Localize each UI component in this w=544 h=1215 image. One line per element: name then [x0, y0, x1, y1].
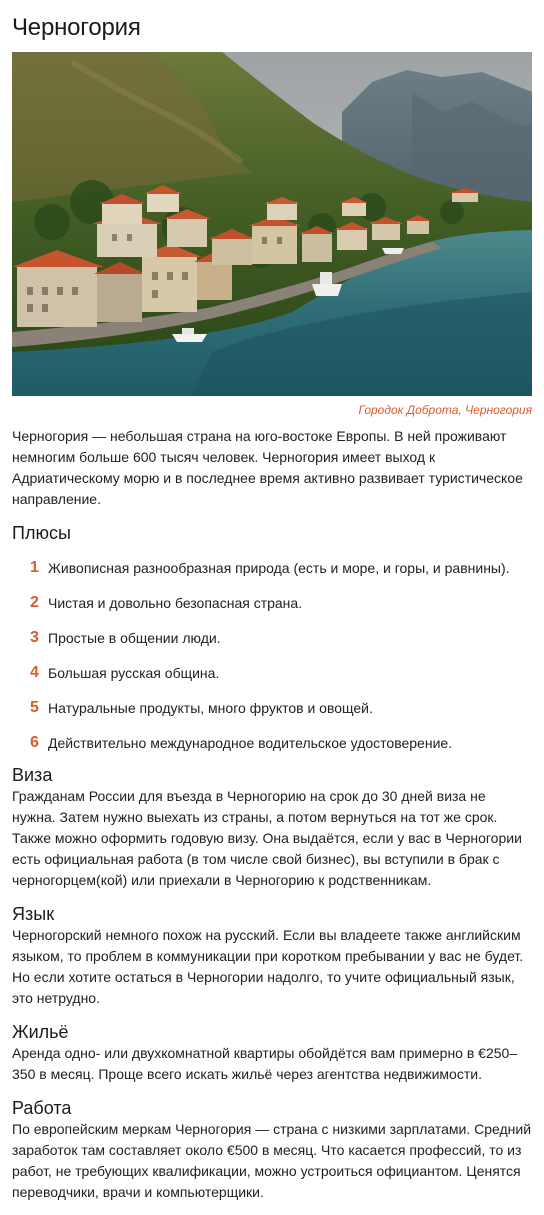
list-text: Действительно международное водительское удостоверение. [48, 734, 453, 751]
list-text: Живописная разнообразная природа (есть и море, и горы, и равнины). [48, 559, 510, 576]
list-number: 5 [30, 698, 39, 716]
list-number: 3 [30, 628, 39, 646]
list-item [12, 550, 532, 585]
housing-heading: Жильё [12, 1022, 69, 1042]
article [12, 0, 532, 1203]
visa-section [12, 764, 532, 891]
work-text: По европейским меркам Черногория — страна с низкими зарплатами. Средний заработок там составляет около €500 в месяц. Что касается профессий, то из работ, не требующих квалификации, можно устроиться официантом. Ценятся переводчики, врачи и компьютерщики. [12, 1121, 532, 1200]
language-heading: Язык [12, 904, 55, 924]
list-text: Чистая и довольно безопасная страна. [48, 594, 303, 611]
list-item [12, 725, 532, 760]
list-item [12, 690, 532, 725]
list-item [12, 655, 532, 690]
list-number: 6 [30, 733, 39, 751]
photo-caption: Городок Доброта, Черногория [358, 403, 532, 417]
language-text: Черногорский немного похож на русский. Если вы владеете также английским языком, то проблем в коммуникации при коротком пребывании у вас не будет. Но если хотите остаться в Черногории надолго, то учите официальный язык, это нетрудно. [12, 927, 524, 1006]
pros-list [12, 550, 532, 760]
page-title: Черногория [12, 14, 141, 41]
list-item [12, 620, 532, 655]
list-text: Простые в общении люди. [48, 629, 221, 646]
work-heading: Работа [12, 1098, 72, 1118]
list-text: Натуральные продукты, много фруктов и овощей. [48, 699, 373, 716]
housing-text: Аренда одно- или двухкомнатной квартиры обойдётся вам примерно в €250–350 в месяц. Проще всего искать жильё через агентства недвижимости. [12, 1045, 518, 1082]
list-number: 1 [30, 558, 39, 576]
list-item [12, 585, 532, 620]
visa-text: Гражданам России для въезда в Черногорию на срок до 30 дней виза не нужна. Затем нужно выехать из страны, а потом вернуться на тот же срок. Также можно оформить годовую визу. Она выдаётся, если у вас в Черногории есть официальная работа (в том числе свой бизнес), вы вступили в брак с черногорцем(кой) или приехали в Черногорию к родственникам. [12, 788, 522, 888]
visa-heading: Виза [12, 765, 53, 785]
list-number: 2 [30, 593, 39, 611]
intro-text: Черногория — небольшая страна на юго-востоке Европы. В ней проживают немногим больше 600 тысяч человек. Черногория имеет выход к Адриатическому морю и в последнее время активно развивает туристическое направление. [12, 428, 523, 507]
housing-section [12, 1021, 532, 1085]
language-section [12, 903, 532, 1009]
work-section [12, 1097, 532, 1203]
list-number: 4 [30, 663, 39, 681]
pros-heading: Плюсы [12, 523, 71, 543]
list-text: Большая русская община. [48, 664, 220, 681]
town-photo [12, 52, 532, 396]
